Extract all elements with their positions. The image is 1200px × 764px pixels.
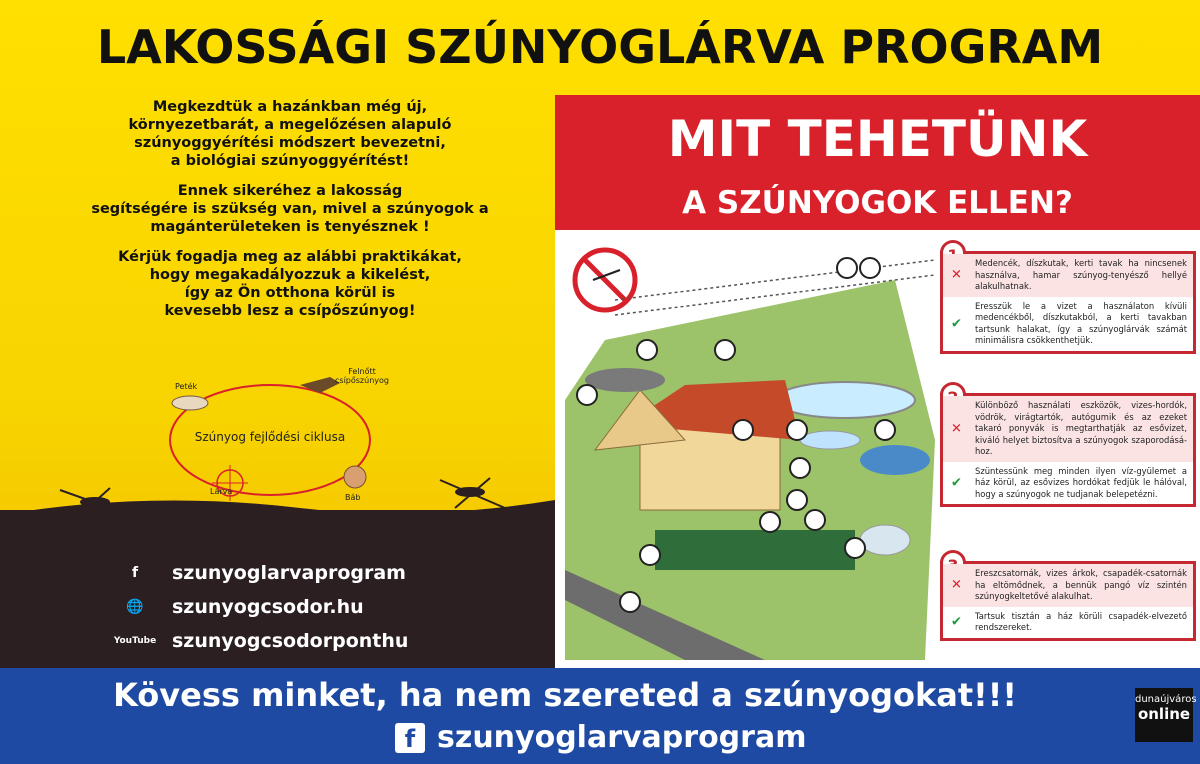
no-mosquito-icon [575,250,635,310]
stage-adult-label: Felnőtt csípőszúnyog [335,367,389,385]
cross-icon: ✕ [951,421,962,436]
tip-3-problem-text: Ereszcsatornák, vizes árkok, csapadék-csatornák ha eltömődnek, a bennük pangó víz szintén szúnyogkeltetővé alakulhat. [975,568,1187,601]
tip-2-problem-text: Különböző használati eszközök, vizes-hordók, vödrök, virágtartók, autógumik és az ezeket takaró ponyvák is megtarthatják az esővizet, kiváló helyet biztosítva a szúnyogok szaporodásá-hoz. [975,400,1187,456]
site-logo [1135,688,1197,742]
tip-2-problem [943,396,1193,462]
youtube-icon: YouTube [113,636,157,646]
social-youtube-text: szunyogcsodorponthu [172,630,409,652]
footer-facebook-link[interactable] [395,720,806,755]
stage-pupa-label: Báb [345,493,361,502]
tip-3-problem [943,564,1193,607]
social-website-text: szunyogcsodor.hu [172,596,364,618]
check-icon: ✔ [951,475,962,490]
tip-2-solution [943,462,1193,505]
intro-paragraph-2: Ennek sikeréhez a lakosság segítségére is szükség van, mivel a szúnyogok a magánterületeken is tenyésznek ! [91,183,489,235]
social-facebook-row[interactable] [120,560,406,586]
tip-1-problem [943,254,1193,297]
tip-1-solution [943,297,1193,351]
globe-icon: 🌐 [126,599,144,615]
facebook-icon: f [395,723,425,753]
headline-line-1: MIT TEHETÜNK [667,110,1088,168]
cross-icon: ✕ [951,577,962,593]
social-facebook-text: szunyoglarvaprogram [172,562,406,584]
stage-eggs-label: Peték [175,382,198,391]
tip-box-2 [940,393,1196,507]
check-icon: ✔ [951,614,962,630]
page-title: LAKOSSÁGI SZÚNYOGLÁRVA PROGRAM [96,20,1104,74]
cross-icon: ✕ [951,267,962,283]
intro-paragraph-1: Megkezdtük a hazánkban még új, környezetbarát, a megelőzésen alapuló szúnyoggyérítési módszert bevezetni, a biológiai szúnyoggyérítést! [128,99,452,169]
social-youtube-row[interactable] [113,628,409,654]
stage-larva-label: Lárva [210,487,233,496]
logo-bottom-text: online [1137,705,1191,723]
tip-box-3 [940,561,1196,641]
social-website-row[interactable] [120,594,364,620]
check-icon: ✔ [951,315,962,331]
intro-paragraph-3: Kérjük fogadja meg az alábbi praktikákat, hogy megakadályozzuk a kikelést, így az Ön otthona körül is kevesebb lesz a csípőszúnyog! [118,249,462,319]
tip-box-1 [940,251,1196,354]
life-cycle-title: Szúnyog fejlődési ciklusa [194,430,346,444]
tip-3-solution-text: Tartsuk tisztán a ház körüli csapadék-elvezető rendszereket. [975,610,1187,632]
logo-top-text: dunaújváros [1135,694,1197,705]
footer-facebook-text: szunyoglarvaprogram [437,720,807,755]
headline-line-2: A SZÚNYOGOK ELLEN? [682,185,1073,221]
tip-1-problem-text: Medencék, díszkutak, kerti tavak ha nincsenek használva, hamar szúnyog-tenyésző hellyé alakulhatnak. [975,258,1187,291]
tip-1-solution-text: Eresszük le a vizet a használaton kívüli medencékből, díszkutakból, a kerti tavakban tartsunk halakat, így a szúnyoglárvák számát minimálisra csökkenthetjük. [975,300,1187,345]
intro-text [30,98,550,332]
footer-slogan: Kövess minket, ha nem szereted a szúnyogokat!!! [113,676,1017,714]
tip-3-solution [943,607,1193,638]
facebook-icon: f [131,565,139,581]
tip-2-solution-text: Szüntessünk meg minden ilyen víz-gyülemet a ház körül, az esővizes hordókat fedjük le hálóval, hogy a szúnyogok ne tudjanak belepetézni. [975,465,1187,499]
house-illustration [565,240,935,660]
